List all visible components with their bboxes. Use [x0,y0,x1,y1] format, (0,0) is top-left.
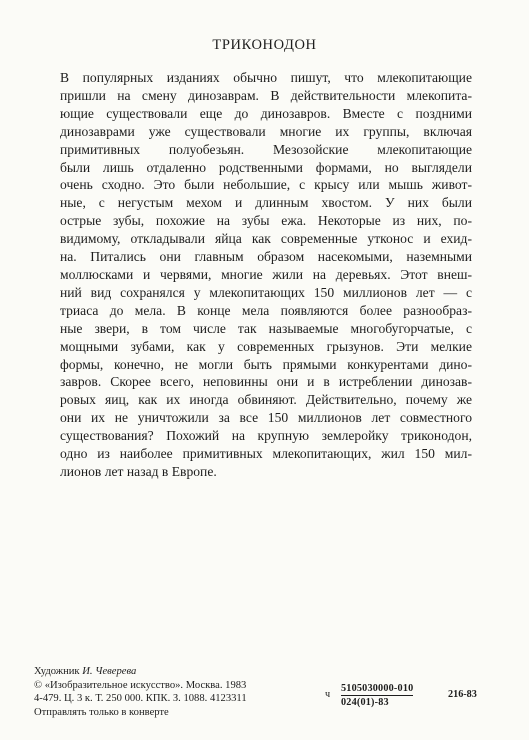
body-line: существования? Похожий на крупную землеройку триконодон, [60,428,472,444]
artist-label: Художник [34,666,80,677]
body-line: ные звери, в том числе так называемые многобугорчатые, с [60,320,472,336]
catalog-code-fraction [341,683,413,708]
body-line: ные, с негустым мехом и длинным хвостом. У них были [60,195,472,211]
catalog-code-prefix: ч [325,689,331,700]
body-line: ний вид сохранялся у млекопитающих 150 миллионов лет — с [60,284,472,300]
body-line: пришли на смену динозаврам. В действительности млекопита- [60,87,472,103]
body-line: моллюсками и червями, многие жили на деревьях. Этот внеш- [60,266,472,282]
body-line: динозаврами уже существовали многие их группы, включая [60,123,472,139]
catalog-code-numerator: 5105030000-010 [341,683,414,694]
body-line: лионов лет назад в Европе. [60,463,217,479]
publisher-line: © «Изобразительное искусство». Москва. 1983 [34,679,247,691]
body-line: ровых яиц, как их иногда обвиняют. Действительно, почему же [60,392,472,408]
body-line: В популярных изданиях обычно пишут, что млекопитающие [60,70,472,85]
body-line: на. Питались они главным образом насекомыми, наземными [60,249,472,265]
article-body [60,69,472,481]
body-line: примитивных полуобезьян. Мезозойские млекопитающие [60,141,472,157]
body-line: были лишь отдаленно родственными формами, но выглядели [60,159,472,175]
body-line: завров. Скорее всего, неповинны они и в истреблении динозав- [60,374,472,390]
body-line: видимому, откладывали яйца как современные утконос и ехид- [60,231,472,247]
mailing-note: Отправлять только в конверте [34,706,169,718]
catalog-code-denominator: 024(01)-83 [341,697,389,708]
body-line: они их не уничтожили за все 150 миллионов лет совместного [60,410,472,426]
body-line: мощными зубами, как у современных грызунов. Эти мелкие [60,338,472,354]
body-line: острые зубы, похожие на зубы ежа. Некоторые из них, по- [60,213,472,229]
body-line: ющие существовали еще до динозавров. Вместе с поздними [60,105,472,121]
page-title: ТРИКОНОДОН [212,37,317,53]
print-info-line: 4-479. Ц. 3 к. Т. 250 000. КПК. З. 1088. 4123311 [34,693,247,705]
artist-credit [34,665,247,679]
body-line: очень сходно. Это были небольшие, с крысу или мышь живот- [60,177,472,193]
body-line: одно из наиболее примитивных млекопитающих, жил 150 мил- [60,446,472,462]
body-line: триаса до мела. В конце мела появляются более разнообраз- [60,302,472,318]
artist-name: И. Чеверева [82,666,137,677]
catalog-code-suffix: 216-83 [448,689,477,700]
body-line: формы, конечно, не могли быть прямыми конкурентами дино- [60,356,472,372]
imprint-block [34,665,247,719]
